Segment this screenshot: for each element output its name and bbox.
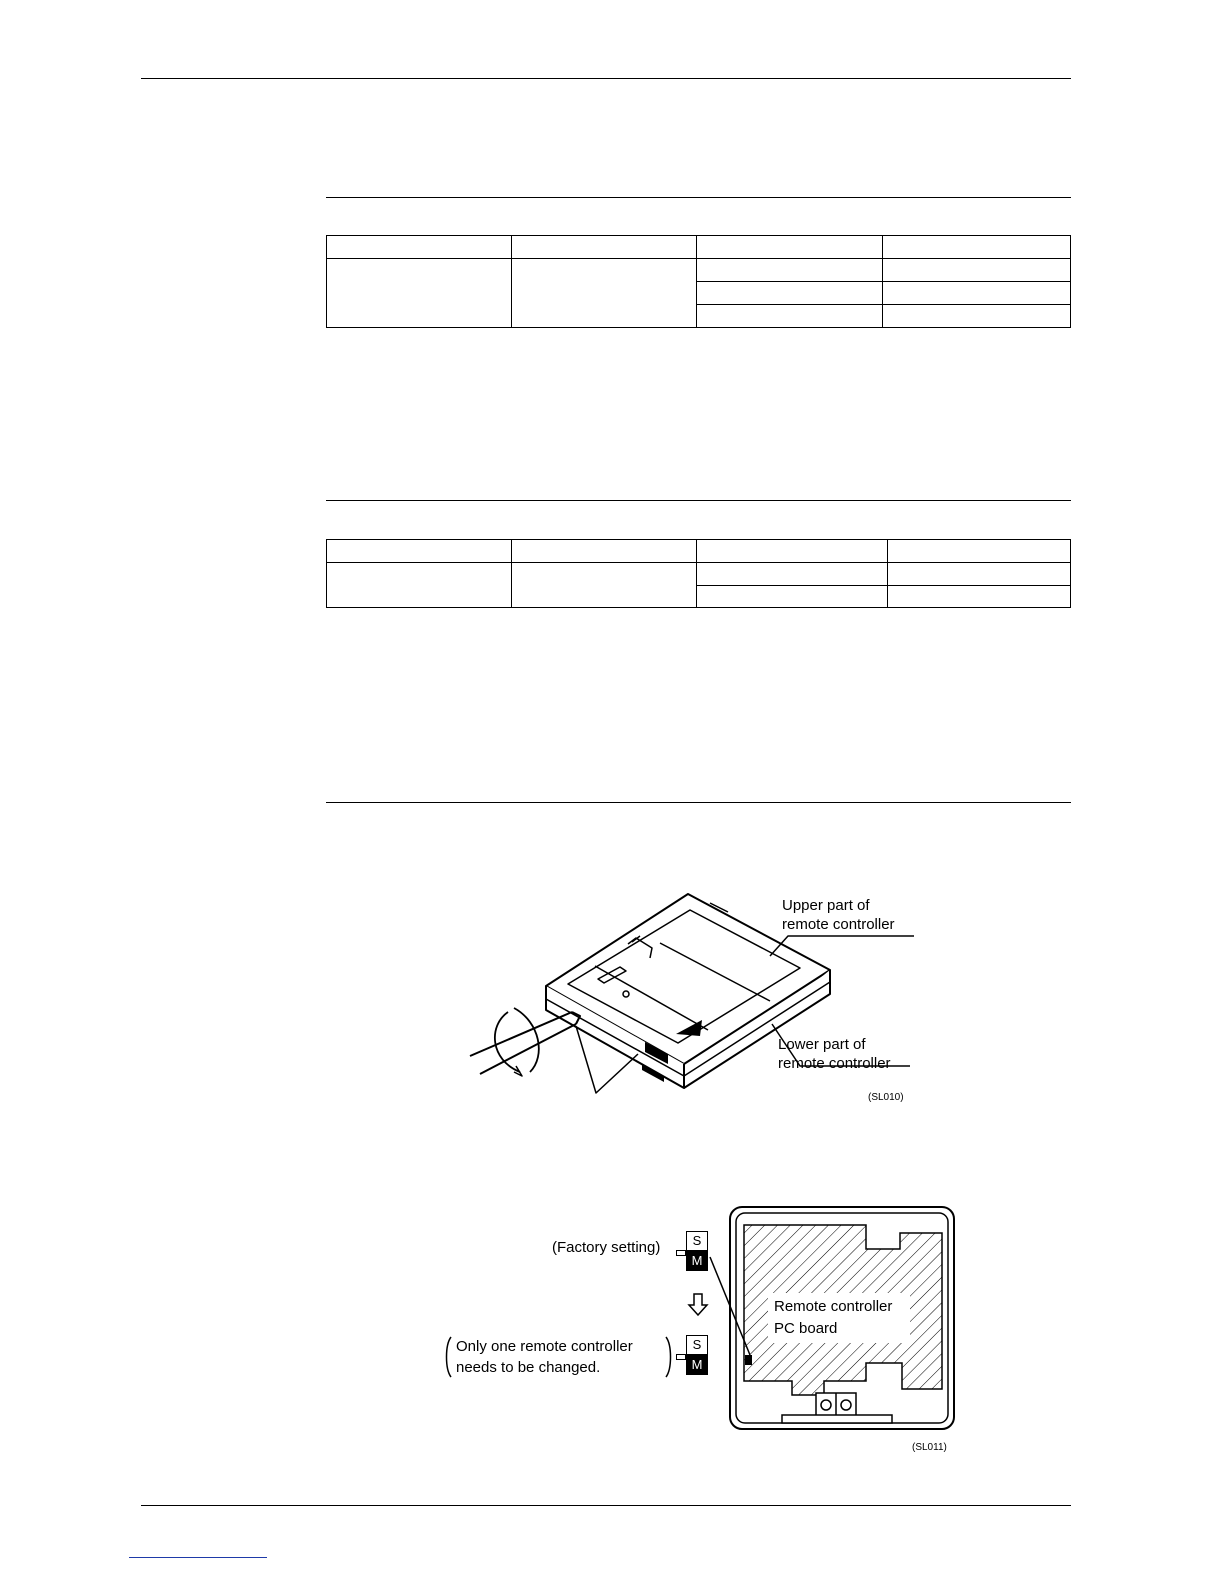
changed-switch-connector [676,1354,686,1360]
table-2-header-cell [327,540,512,563]
note-line-1: Only one remote controller [456,1338,633,1355]
section-rule-1 [326,197,1071,198]
table-2-cell [512,563,697,608]
figure-2-code: (SL011) [912,1442,947,1453]
table-1-cell [883,259,1071,282]
lower-part-label [778,1035,891,1073]
table-1-cell [512,259,697,328]
changed-switch-s: S [686,1335,708,1355]
table-1-cell [327,259,512,328]
footer-rule [141,1505,1071,1506]
table-2-cell [888,586,1071,608]
table-2-cell [697,586,888,608]
table-2-cell [697,563,888,586]
pc-board-label-line-2: PC board [774,1320,838,1337]
table-2 [326,539,1071,608]
changed-switch [676,1335,710,1377]
table-1-cell [883,305,1071,328]
table-2-header-cell [888,540,1071,563]
table-1-cell [697,282,883,305]
table-2-cell [888,563,1071,586]
note-bracket-right [664,1335,674,1379]
table-2-header-cell [512,540,697,563]
lower-part-label-line-1: Lower part of [778,1036,866,1053]
footer-link-underline [129,1557,267,1558]
factory-switch-m: M [686,1251,708,1271]
factory-switch-s: S [686,1231,708,1251]
section-rule-2 [326,500,1071,501]
table-1-cell [883,282,1071,305]
table-1-cell [697,259,883,282]
figure-1-code: (SL010) [868,1092,904,1103]
note-line-2: needs to be changed. [456,1359,601,1376]
factory-switch-connector [676,1250,686,1256]
upper-part-label-line-2: remote controller [782,916,895,933]
note-bracket-left [443,1335,453,1379]
changed-switch-m: M [686,1355,708,1375]
table-1-header-cell [512,236,697,259]
table-1-header-cell [697,236,883,259]
table-2-cell [327,563,512,608]
note-text [456,1336,633,1378]
table-1-header-cell [883,236,1071,259]
pc-board-label [774,1296,892,1340]
section-rule-3 [326,802,1071,803]
factory-switch [676,1231,710,1273]
table-1 [326,235,1071,328]
upper-part-label [782,896,895,934]
factory-setting-label: (Factory setting) [552,1239,661,1256]
table-1-header-cell [327,236,512,259]
table-2-header-cell [697,540,888,563]
header-rule [141,78,1071,79]
lower-part-label-line-2: remote controller [778,1055,891,1072]
down-arrow-icon [688,1293,708,1317]
pc-board-label-line-1: Remote controller [774,1298,893,1315]
table-1-cell [697,305,883,328]
upper-part-label-line-1: Upper part of [782,897,870,914]
